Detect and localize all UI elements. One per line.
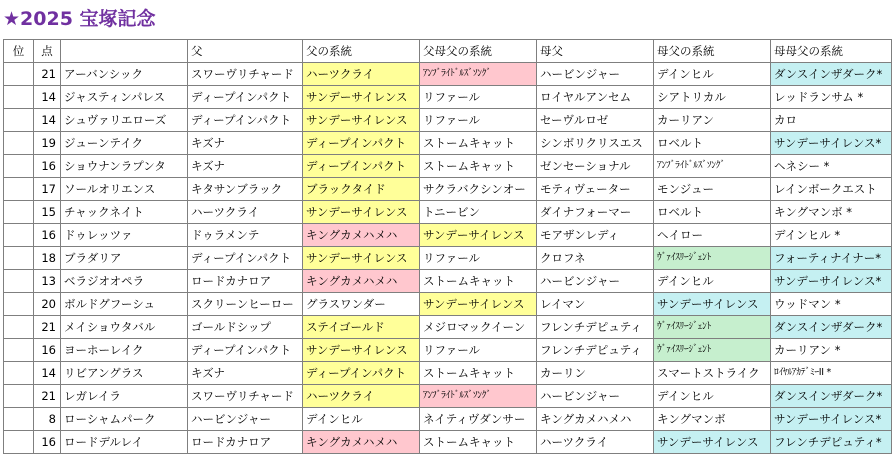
- header-dam-dam-sire-line: 母母父の系統: [771, 40, 892, 63]
- header-sire-line: 父の系統: [303, 40, 420, 63]
- sire-dam-sire-line-cell: リファール: [420, 86, 537, 109]
- dam-sire-line-cell: デインヒル: [654, 385, 771, 408]
- dam-sire-cell: レイマン: [537, 293, 654, 316]
- score-cell: 19: [34, 132, 61, 155]
- dam-dam-sire-line-cell: ダンスインザダーク*: [771, 385, 892, 408]
- table-row: [4, 408, 892, 431]
- dam-sire-cell: カーリン: [537, 362, 654, 385]
- dam-dam-sire-line-cell: キングマンボ *: [771, 201, 892, 224]
- sire-line-cell: サンデーサイレンス: [303, 339, 420, 362]
- sire-dam-sire-line-cell: リファール: [420, 247, 537, 270]
- dam-sire-cell: ハーツクライ: [537, 431, 654, 454]
- dam-sire-cell: クロフネ: [537, 247, 654, 270]
- table-row: [4, 224, 892, 247]
- rank-cell: [4, 431, 34, 454]
- header-score: 点: [34, 40, 61, 63]
- header-rank: 位: [4, 40, 34, 63]
- dam-sire-cell: ハービンジャー: [537, 270, 654, 293]
- sire-line-cell: ディープインパクト: [303, 155, 420, 178]
- sire-line-cell: ディープインパクト: [303, 132, 420, 155]
- table-row: [4, 155, 892, 178]
- horse-name-cell: アーバンシック: [61, 63, 188, 86]
- dam-dam-sire-line-cell: ダンスインザダーク*: [771, 316, 892, 339]
- dam-dam-sire-line-cell: フォーティナイナー*: [771, 247, 892, 270]
- rank-cell: [4, 63, 34, 86]
- sire-line-cell: サンデーサイレンス: [303, 109, 420, 132]
- dam-dam-sire-line-cell: デインヒル *: [771, 224, 892, 247]
- horse-name-cell: レガレイラ: [61, 385, 188, 408]
- dam-sire-line-cell: ｳﾞｧｲｽﾘｰｼﾞｪﾝﾄ: [654, 247, 771, 270]
- sire-dam-sire-line-cell: サンデーサイレンス: [420, 224, 537, 247]
- dam-dam-sire-line-cell: サンデーサイレンス*: [771, 132, 892, 155]
- sire-cell: ディープインパクト: [188, 86, 303, 109]
- sire-line-cell: ハーツクライ: [303, 385, 420, 408]
- sire-cell: ロードカナロア: [188, 431, 303, 454]
- sire-cell: スワーヴリチャード: [188, 385, 303, 408]
- header-horse: [61, 40, 188, 63]
- dam-dam-sire-line-cell: ﾛｲﾔﾙｱｶﾃﾞﾐｰII *: [771, 362, 892, 385]
- dam-sire-line-cell: キングマンボ: [654, 408, 771, 431]
- table-row: [4, 339, 892, 362]
- horse-name-cell: ベラジオオペラ: [61, 270, 188, 293]
- dam-sire-cell: フレンチデピュティ: [537, 316, 654, 339]
- sire-dam-sire-line-cell: サンデーサイレンス: [420, 293, 537, 316]
- table-row: [4, 385, 892, 408]
- rank-cell: [4, 178, 34, 201]
- sire-cell: ゴールドシップ: [188, 316, 303, 339]
- table-row: [4, 293, 892, 316]
- dam-sire-cell: キングカメハメハ: [537, 408, 654, 431]
- score-cell: 13: [34, 270, 61, 293]
- sire-cell: キズナ: [188, 155, 303, 178]
- dam-dam-sire-line-cell: レッドランサム *: [771, 86, 892, 109]
- sire-line-cell: キングカメハメハ: [303, 270, 420, 293]
- sire-line-cell: サンデーサイレンス: [303, 86, 420, 109]
- dam-sire-line-cell: ｱﾝﾌﾞﾗｲﾄﾞﾙｽﾞｿﾝｸﾞ: [654, 155, 771, 178]
- score-cell: 20: [34, 293, 61, 316]
- score-cell: 14: [34, 86, 61, 109]
- dam-dam-sire-line-cell: ヘネシー *: [771, 155, 892, 178]
- dam-dam-sire-line-cell: ウッドマン *: [771, 293, 892, 316]
- pedigree-table: [3, 39, 892, 454]
- horse-name-cell: ヨーホーレイク: [61, 339, 188, 362]
- sire-dam-sire-line-cell: ｱﾝﾌﾞﾗｲﾄﾞﾙｽﾞｿﾝｸﾞ: [420, 63, 537, 86]
- rank-cell: [4, 86, 34, 109]
- dam-dam-sire-line-cell: レインボークエスト: [771, 178, 892, 201]
- sire-cell: スクリーンヒーロー: [188, 293, 303, 316]
- dam-sire-line-cell: サンデーサイレンス: [654, 431, 771, 454]
- score-cell: 18: [34, 247, 61, 270]
- sire-cell: スワーヴリチャード: [188, 63, 303, 86]
- dam-sire-line-cell: ｳﾞｧｲｽﾘｰｼﾞｪﾝﾄ: [654, 339, 771, 362]
- horse-name-cell: ボルドグフーシュ: [61, 293, 188, 316]
- dam-sire-line-cell: ｳﾞｧｲｽﾘｰｼﾞｪﾝﾄ: [654, 316, 771, 339]
- rank-cell: [4, 362, 34, 385]
- sire-line-cell: キングカメハメハ: [303, 431, 420, 454]
- dam-dam-sire-line-cell: ダンスインザダーク*: [771, 63, 892, 86]
- dam-sire-cell: モティヴェーター: [537, 178, 654, 201]
- header-sire: 父: [188, 40, 303, 63]
- table-row: [4, 132, 892, 155]
- rank-cell: [4, 247, 34, 270]
- dam-sire-line-cell: サンデーサイレンス: [654, 293, 771, 316]
- sire-cell: ハービンジャー: [188, 408, 303, 431]
- table-row: [4, 362, 892, 385]
- dam-sire-cell: セーヴルロゼ: [537, 109, 654, 132]
- table-row: [4, 63, 892, 86]
- dam-sire-line-cell: ロベルト: [654, 201, 771, 224]
- sire-line-cell: ブラックタイド: [303, 178, 420, 201]
- sire-dam-sire-line-cell: リファール: [420, 339, 537, 362]
- sire-cell: ロードカナロア: [188, 270, 303, 293]
- rank-cell: [4, 293, 34, 316]
- sire-cell: キズナ: [188, 132, 303, 155]
- horse-name-cell: ロードデルレイ: [61, 431, 188, 454]
- rank-cell: [4, 339, 34, 362]
- dam-sire-line-cell: デインヒル: [654, 270, 771, 293]
- sire-cell: キタサンブラック: [188, 178, 303, 201]
- table-row: [4, 316, 892, 339]
- horse-name-cell: ショウナンラプンタ: [61, 155, 188, 178]
- score-cell: 16: [34, 224, 61, 247]
- table-row: [4, 109, 892, 132]
- rank-cell: [4, 155, 34, 178]
- rank-cell: [4, 408, 34, 431]
- score-cell: 21: [34, 385, 61, 408]
- sire-dam-sire-line-cell: メジロマックイーン: [420, 316, 537, 339]
- dam-sire-cell: ロイヤルアンセム: [537, 86, 654, 109]
- sire-cell: ハーツクライ: [188, 201, 303, 224]
- table-row: [4, 86, 892, 109]
- rank-cell: [4, 316, 34, 339]
- sire-line-cell: デインヒル: [303, 408, 420, 431]
- sire-cell: ディープインパクト: [188, 339, 303, 362]
- horse-name-cell: シュヴァリエローズ: [61, 109, 188, 132]
- table-row: [4, 247, 892, 270]
- dam-sire-cell: ハービンジャー: [537, 63, 654, 86]
- dam-sire-cell: シンボリクリスエス: [537, 132, 654, 155]
- score-cell: 16: [34, 155, 61, 178]
- rank-cell: [4, 201, 34, 224]
- dam-sire-line-cell: シアトリカル: [654, 86, 771, 109]
- sire-line-cell: ステイゴールド: [303, 316, 420, 339]
- sire-dam-sire-line-cell: ネイティヴダンサー: [420, 408, 537, 431]
- sire-line-cell: ハーツクライ: [303, 63, 420, 86]
- sire-line-cell: キングカメハメハ: [303, 224, 420, 247]
- rank-cell: [4, 109, 34, 132]
- header-dam-sire-line: 母父の系統: [654, 40, 771, 63]
- horse-name-cell: リビアングラス: [61, 362, 188, 385]
- header-sire-dam-sire-line: 父母父の系統: [420, 40, 537, 63]
- sire-dam-sire-line-cell: ストームキャット: [420, 270, 537, 293]
- sire-cell: ディープインパクト: [188, 247, 303, 270]
- sire-line-cell: サンデーサイレンス: [303, 247, 420, 270]
- score-cell: 17: [34, 178, 61, 201]
- dam-dam-sire-line-cell: フレンチデピュティ*: [771, 431, 892, 454]
- score-cell: 14: [34, 362, 61, 385]
- sire-dam-sire-line-cell: ｱﾝﾌﾞﾗｲﾄﾞﾙｽﾞｿﾝｸﾞ: [420, 385, 537, 408]
- dam-dam-sire-line-cell: カロ: [771, 109, 892, 132]
- horse-name-cell: ジューンテイク: [61, 132, 188, 155]
- sire-line-cell: ディープインパクト: [303, 362, 420, 385]
- dam-sire-line-cell: ヘイロー: [654, 224, 771, 247]
- dam-dam-sire-line-cell: サンデーサイレンス*: [771, 270, 892, 293]
- header-row: [4, 40, 892, 63]
- score-cell: 15: [34, 201, 61, 224]
- sire-dam-sire-line-cell: ストームキャット: [420, 362, 537, 385]
- dam-sire-cell: モアザンレディ: [537, 224, 654, 247]
- dam-sire-line-cell: ロベルト: [654, 132, 771, 155]
- dam-sire-cell: ハービンジャー: [537, 385, 654, 408]
- table-row: [4, 201, 892, 224]
- page-title: ★2025 宝塚記念: [3, 8, 156, 30]
- score-cell: 14: [34, 109, 61, 132]
- dam-sire-line-cell: デインヒル: [654, 63, 771, 86]
- sire-dam-sire-line-cell: トニービン: [420, 201, 537, 224]
- sire-line-cell: サンデーサイレンス: [303, 201, 420, 224]
- sire-cell: キズナ: [188, 362, 303, 385]
- sire-cell: ドゥラメンテ: [188, 224, 303, 247]
- dam-sire-cell: ゼンセーショナル: [537, 155, 654, 178]
- dam-sire-line-cell: モンジュー: [654, 178, 771, 201]
- dam-sire-line-cell: スマートストライク: [654, 362, 771, 385]
- dam-dam-sire-line-cell: サンデーサイレンス*: [771, 408, 892, 431]
- sire-dam-sire-line-cell: リファール: [420, 109, 537, 132]
- sire-dam-sire-line-cell: ストームキャット: [420, 431, 537, 454]
- horse-name-cell: メイショウタバル: [61, 316, 188, 339]
- rank-cell: [4, 270, 34, 293]
- rank-cell: [4, 224, 34, 247]
- score-cell: 8: [34, 408, 61, 431]
- horse-name-cell: ドゥレッツァ: [61, 224, 188, 247]
- dam-sire-line-cell: カーリアン: [654, 109, 771, 132]
- horse-name-cell: チャックネイト: [61, 201, 188, 224]
- sire-line-cell: グラスワンダー: [303, 293, 420, 316]
- horse-name-cell: ジャスティンパレス: [61, 86, 188, 109]
- horse-name-cell: ブラダリア: [61, 247, 188, 270]
- table-row: [4, 178, 892, 201]
- rank-cell: [4, 385, 34, 408]
- table-row: [4, 431, 892, 454]
- dam-dam-sire-line-cell: カーリアン *: [771, 339, 892, 362]
- table-row: [4, 270, 892, 293]
- sire-cell: ディープインパクト: [188, 109, 303, 132]
- score-cell: 16: [34, 339, 61, 362]
- dam-sire-cell: フレンチデピュティ: [537, 339, 654, 362]
- dam-sire-cell: ダイナフォーマー: [537, 201, 654, 224]
- score-cell: 21: [34, 63, 61, 86]
- horse-name-cell: ソールオリエンス: [61, 178, 188, 201]
- score-cell: 21: [34, 316, 61, 339]
- sire-dam-sire-line-cell: ストームキャット: [420, 155, 537, 178]
- sire-dam-sire-line-cell: ストームキャット: [420, 132, 537, 155]
- header-dam-sire: 母父: [537, 40, 654, 63]
- rank-cell: [4, 132, 34, 155]
- score-cell: 16: [34, 431, 61, 454]
- sire-dam-sire-line-cell: サクラバクシンオー: [420, 178, 537, 201]
- horse-name-cell: ローシャムパーク: [61, 408, 188, 431]
